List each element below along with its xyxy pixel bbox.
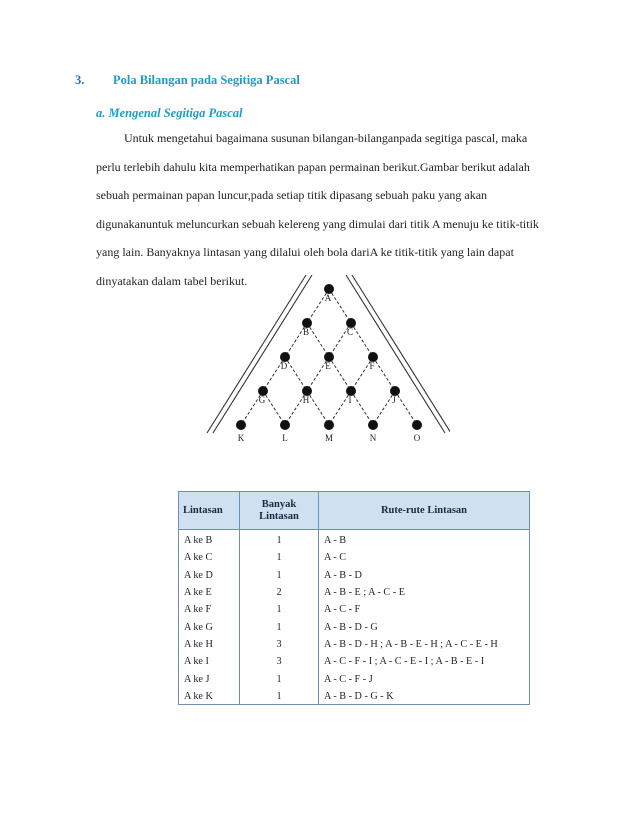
subsection-title: a. Mengenal Segitiga Pascal xyxy=(96,106,243,120)
rute-cell: A - B - D - G - K xyxy=(324,690,394,702)
lintasan-cell: A ke J xyxy=(179,670,240,687)
table-row xyxy=(179,653,529,670)
rute-cell: A - B - D - G xyxy=(324,621,378,633)
intro-paragraph xyxy=(96,124,576,295)
lintasan-cell: A ke C xyxy=(179,549,240,566)
paragraph-line: sebuah permainan papan luncur,pada setiap titik dipasang sebuah paku yang akan xyxy=(96,188,488,202)
rail-line xyxy=(346,275,445,433)
board-edge xyxy=(348,391,373,425)
paragraph-line: dinyatakan dalam tabel berikut. xyxy=(96,273,248,288)
table-row xyxy=(179,688,529,705)
table-row xyxy=(179,584,529,601)
table-row xyxy=(179,549,529,566)
node-label: N xyxy=(369,433,377,443)
nail-node xyxy=(412,420,422,430)
lintasan-cell: A ke E xyxy=(179,584,240,601)
node-label: E xyxy=(325,361,331,371)
node-label: G xyxy=(258,395,266,405)
node-label: J xyxy=(392,395,396,405)
banyak-cell: 3 xyxy=(240,636,319,653)
board-nodes xyxy=(236,284,422,430)
node-label: K xyxy=(237,433,245,443)
lintasan-cell: A ke B xyxy=(179,530,240,550)
header-rute: Rute-rute Lintasan xyxy=(319,492,530,530)
rute-cell: A - C xyxy=(324,552,347,564)
node-label: C xyxy=(346,327,354,337)
paths-table xyxy=(178,491,530,705)
node-label: M xyxy=(324,433,334,443)
rute-cell: A - B - E ; A - C - E xyxy=(324,587,405,599)
banyak-cell: 1 xyxy=(240,618,319,635)
node-label: O xyxy=(413,433,421,443)
board-edge xyxy=(351,323,373,357)
table-row xyxy=(179,530,529,550)
table-row xyxy=(179,618,529,635)
nail-node xyxy=(324,420,334,430)
rute-cell: A - C - F - J xyxy=(324,673,373,685)
board-edge xyxy=(263,391,285,425)
banyak-cell: 1 xyxy=(240,549,319,566)
banyak-cell: 3 xyxy=(240,653,319,670)
pascal-board-figure xyxy=(205,273,450,453)
lintasan-cell: A ke D xyxy=(179,567,240,584)
node-label: I xyxy=(348,395,352,405)
board-edge xyxy=(395,391,417,425)
lintasan-cell: A ke H xyxy=(179,636,240,653)
paragraph-line: yang lain. Banyaknya lintasan yang dilalui oleh bola dariA ke titik-titik yang lain dapat xyxy=(96,245,514,259)
banyak-cell: 1 xyxy=(240,567,319,584)
table-row xyxy=(179,601,529,618)
node-label: H xyxy=(302,395,310,405)
node-label: B xyxy=(302,327,310,337)
table-header-row xyxy=(179,492,529,530)
table-row xyxy=(179,670,529,687)
nail-node xyxy=(280,420,290,430)
rute-cell: A - C - F xyxy=(324,604,361,616)
rute-cell: A - B xyxy=(324,535,347,547)
nail-node xyxy=(368,420,378,430)
board-edge xyxy=(329,289,351,323)
banyak-cell: 1 xyxy=(240,670,319,687)
rail-line xyxy=(213,275,312,433)
node-label: D xyxy=(280,361,288,371)
lintasan-cell: A ke G xyxy=(179,618,240,635)
table-row xyxy=(179,567,529,584)
paragraph-line: perlu terlebih dahulu kita memperhatikan papan permainan berikut.Gambar berikut adalah xyxy=(96,159,530,174)
board-edge xyxy=(307,391,329,425)
node-label: L xyxy=(282,433,288,443)
lintasan-cell: A ke I xyxy=(179,653,240,670)
board-edge xyxy=(373,357,395,391)
rute-cell: A - B - D - H ; A - B - E - H ; A - C - E - H xyxy=(324,638,498,650)
board-edge xyxy=(307,323,329,357)
section-number: 3. xyxy=(75,73,85,87)
rute-cell: A - B - D xyxy=(324,569,362,581)
paths-table-grid xyxy=(179,492,529,705)
board-edge xyxy=(329,357,351,391)
node-label: A xyxy=(324,293,332,303)
banyak-cell: 1 xyxy=(240,601,319,618)
section-title: Pola Bilangan pada Segitiga Pascal xyxy=(113,73,300,87)
lintasan-cell: A ke F xyxy=(179,601,240,618)
rail-line xyxy=(207,275,306,433)
lintasan-cell: A ke K xyxy=(179,688,240,705)
header-banyak-lintasan: Banyak Lintasan xyxy=(240,492,319,530)
rute-cell: A - C - F - I ; A - C - E - I ; A - B - E - I xyxy=(324,656,485,668)
board-edge xyxy=(285,357,307,391)
table-row xyxy=(179,636,529,653)
paragraph-line: digunakanuntuk meluncurkan sebuah kelereng yang dimulai dari titik A menuju ke titik-titik xyxy=(96,216,539,231)
banyak-cell: 1 xyxy=(240,530,319,550)
rail-line xyxy=(352,275,450,433)
banyak-cell: 1 xyxy=(240,688,319,705)
paragraph-line: Untuk mengetahui bagaimana susunan bilangan-bilanganpada segitiga pascal, maka xyxy=(124,131,528,145)
header-lintasan: Lintasan xyxy=(179,492,240,530)
nail-node xyxy=(236,420,246,430)
node-label: F xyxy=(369,361,375,371)
banyak-cell: 2 xyxy=(240,584,319,601)
